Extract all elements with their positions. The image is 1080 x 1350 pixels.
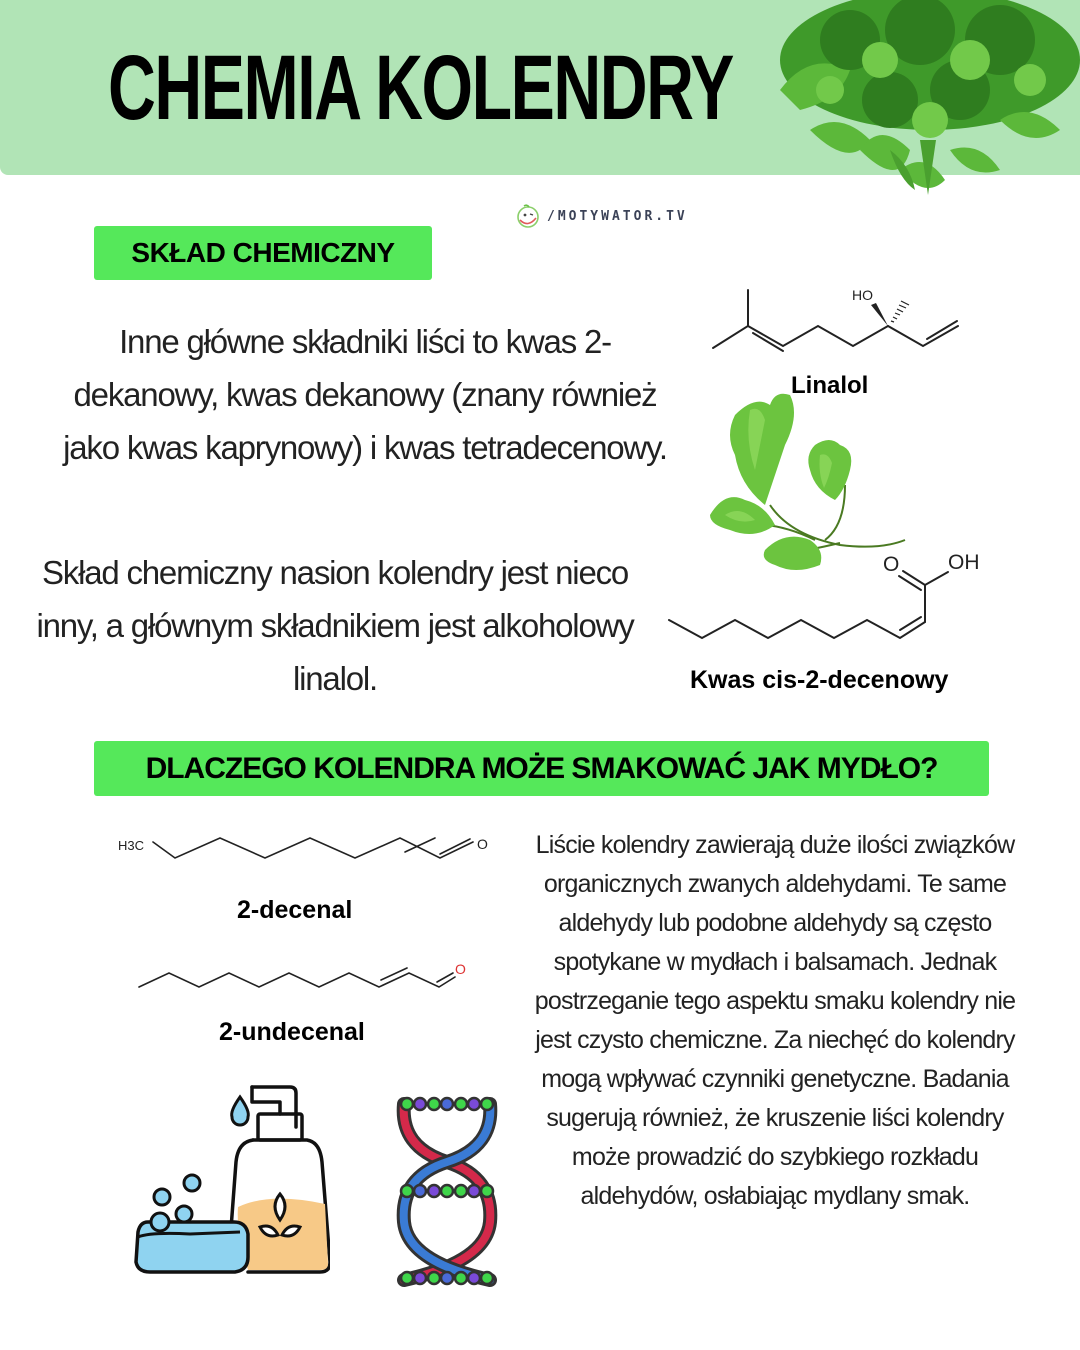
section-badge-soap-taste: DLACZEGO KOLENDRA MOŻE SMAKOWAĆ JAK MYDŁO? [94,741,989,796]
svg-text:H3C: H3C [118,838,145,853]
2-undecenal-structure-diagram [135,955,475,995]
paragraph-aldehydes-explanation: Liście kolendry zawierają duże ilości związków organicznych zwanych aldehydami. Te same aldehydy lub podobne aldehydy są często spotykane w mydłach i balsamach. Jednak postrzeganie tego aspektu smaku kolendry nie jest czysto chemiczne. Za niechęć do kolendry mogą wpływać czynniki genetyczne. Badania sugerują również, że kruszenie liści kolendry może prowadzić do szybkiego rozkładu aldehydów, osłabiając mydlany smak. [534,831,1016,1210]
smiley-face-logo-icon [515,203,541,229]
molecule-label-2-undecenal: 2-undecenal [219,1018,365,1046]
cis-2-decenoic-acid-structure-diagram [665,545,995,645]
paragraph-seed-composition: Skład chemiczny nasion kolendry jest nieco inny, a głównym składnikiem jest alkoholowy linalol. [36,554,634,697]
brand-text: /MOTYWATOR.TV [547,208,688,224]
svg-text:OH: OH [948,551,980,574]
atom-label: HO [852,287,873,303]
linalol-structure-diagram [705,280,975,360]
soap-bottle-icon [130,1082,330,1282]
paragraph-leaf-components: Inne główne składniki liści to kwas 2-dekanowy, kwas dekanowy (znany również jako kwas kaprynowy) i kwas tetradecenowy. [63,323,667,466]
molecule-label-2-decenal: 2-decenal [237,896,353,924]
svg-text:O: O [455,961,466,977]
section-badge-sklad-chemiczny: SKŁAD CHEMICZNY [94,226,432,280]
cilantro-bunch-image [770,0,1080,200]
2-decenal-structure-diagram [115,830,495,875]
molecule-label-cis-2-decenoic-acid: Kwas cis-2-decenowy [690,666,949,694]
svg-text:O: O [477,836,488,852]
molecule-label-linalol: Linalol [791,372,869,399]
page-title: CHEMIA KOLENDRY [108,37,733,139]
dna-helix-icon [390,1092,505,1292]
svg-text:O: O [883,553,900,576]
brand-watermark [515,203,688,229]
